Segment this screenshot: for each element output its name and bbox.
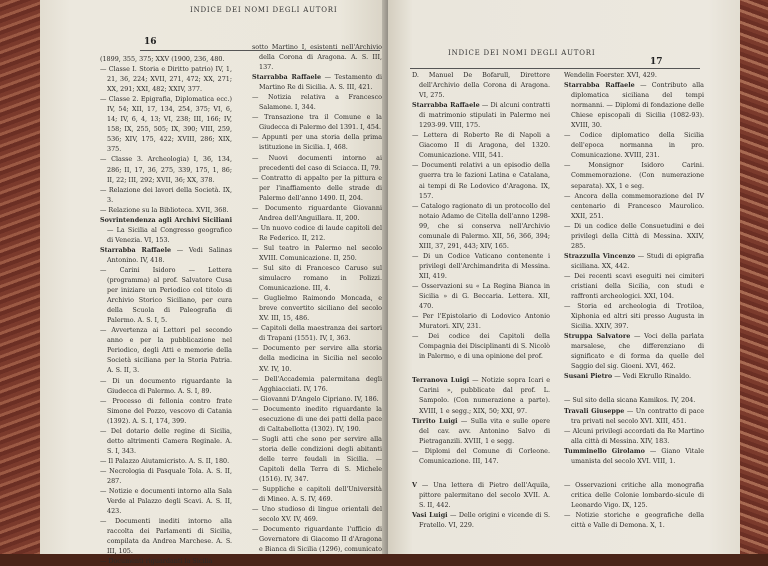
index-entry: — Dell'Accademia palermitana degli Agghiacciati. IV, 176. bbox=[252, 374, 382, 393]
page-number-left: 16 bbox=[144, 37, 157, 47]
index-entry: — Nuovi documenti intorno ai precedenti del caso di Sciacca. II, 79. bbox=[252, 153, 382, 172]
index-entry: — Classe 3. Archeologia) I, 36, 134, 286; II, 17, 36, 275, 339, 175, 1, 86; II, 22; III, 292; XVII, 36; XX, 378. bbox=[100, 155, 232, 184]
index-entry: Tirrito Luigi — Sulla vita e sulle opere del cav. avv. Antonino Salvo di Pietraganzili. XVIII, 1 e segg. bbox=[412, 416, 551, 445]
index-entry: — Necrologia di Pasquale Tola. A. S. II, 287. bbox=[100, 466, 232, 485]
index-entry: Vasi Luigi — Delle origini e vicende di S. Fratello. VI, 229. bbox=[412, 510, 550, 529]
index-entry: — Di un Codice Vaticano contenente i privilegi dell'Archimandrita di Messina. XII, 419. bbox=[412, 251, 550, 280]
index-entry: — Contratto di appalto per la pittura e per l'inaffiamento delle strade di Palermo dell'anno 1490. II, 204. bbox=[252, 173, 382, 202]
index-entry: — Il Palazzo Aiutamicristo. A. S. II, 180. bbox=[100, 456, 230, 465]
index-entry: — Transazione tra il Comune e la Giudecca di Palermo del 1391. I, 454. bbox=[252, 113, 382, 132]
index-entry: V — Una lettera di Pietro dell'Aquila, pittore palermitano del secolo XVII. A. S. II, 442. bbox=[412, 480, 550, 509]
index-entry: — Ancora della commemorazione del IV centenario di Francesco Maurolico. XXII, 251. bbox=[564, 191, 704, 220]
index-entry: Sovrintendenza agli Archivi Siciliani — La Sicilia al Congresso geografico di Venezia. VI, 153. bbox=[100, 215, 232, 244]
index-entry: — Dei codice dei Capitoli della Compagnia dei Disciplinanti di S. Nicolò in Palermo, e di una opinione del prof. bbox=[412, 332, 551, 361]
index-entry: — Notizia relativa a Francesco Salamone. I, 344. bbox=[252, 93, 382, 112]
index-entry: — Sugli atti che sono per servire alla storia delle condizioni degli abitanti delle terre feudali in Sicilia. — Capitoli della Terra di S. Michele (1516). IV, 347. bbox=[252, 434, 382, 484]
index-entry: — Di un documento riguardante la Giudecca di Palermo. A. S. I, 89. bbox=[100, 376, 232, 395]
left-column-2 bbox=[252, 42, 382, 554]
index-entry: — Sul sito di Francesco Caruso sul simulacro romano in Polizzi. Comunicazione. III, 4. bbox=[252, 264, 382, 293]
index-entry: Susani Pietro — Vedi Ekrullo Rinaldo. bbox=[564, 372, 691, 381]
index-entry: Struppa Salvatore — Voci della parlata marsalese, che differenziano di significato e di forma da quelle del Saggio del sig. Gioeni. XVI, 462. bbox=[564, 332, 704, 371]
entry-gap bbox=[412, 361, 550, 375]
index-entry: — Suppliche e capitoli dell'Università di Mineo. A. S. IV, 469. bbox=[252, 485, 382, 504]
book-cover-right bbox=[738, 0, 768, 554]
index-entry: — Capitoli della maestranza dei sartori di Trapani (1551). IV, I, 363. bbox=[252, 324, 382, 343]
header-rule-right bbox=[410, 68, 700, 69]
index-entry: — Documento inedito riguardante la esecuzione di une dei patti della pace di Caltabellotta (1302). IV, 190. bbox=[252, 404, 382, 433]
index-entry: — Guglielmo Raimondo Moncada, e breve convertito siciliano del secolo XV. III, 15, 486. bbox=[252, 294, 382, 323]
index-entry: — Catalogo ragionato di un protocollo del notaio Adamo de Citella dell'anno 1298-99, che si conserva nell'Archivio comunale di Palermo. XII, 56, 366, 394; XIII, 37, 291, 443; XIV, 165. bbox=[412, 201, 550, 250]
right-column-1 bbox=[412, 70, 550, 530]
index-entry: — Relazione dei lavori della Società. IX, 3. bbox=[100, 185, 232, 204]
index-entry: — Documento riguardante l'ufficio di Governatore di Giacomo II d'Aragona e Bianca di Sicilia (1296), comunicato bbox=[252, 525, 382, 554]
index-entry: sotto Martino I, esistenti nell'Archivio della Corona di Aragona. A. S. III, 137. bbox=[252, 43, 382, 72]
index-entry: — Monsignor Isidoro Carini. Commemorazione. (Con numerazione separata). XX, 1 e seg. bbox=[564, 161, 704, 190]
index-entry: (1899, 355, 375; XXV (1900, 236, 480. bbox=[100, 55, 225, 63]
index-entry: — Del dotario delle regine di Sicilia, detto altrimenti Camera Reginale. A. S. I, 343. bbox=[100, 426, 232, 455]
index-entry: Starrabba Raffaele — Di alcuni contratti di matrimonio stipulati in Palermo nei 1293-99. VIII, 175. bbox=[412, 101, 550, 130]
index-entry: Starrabba Raffaele — Contributo alla diplomatica siciliana del tempi normanni. — Diplomi di fondazione delle Chiese episcopali di Sicilia (1082-93). XVIII, 30. bbox=[564, 81, 704, 130]
index-entry: — Alcuni privilegi accordati da Re Martino alla città di Messina. XIV, 183. bbox=[564, 426, 704, 445]
page-number-right: 17 bbox=[650, 57, 663, 67]
entry-gap bbox=[412, 466, 550, 480]
index-entry: — Notizie storiche e geografiche della città e Valle di Demona. X, 1. bbox=[564, 510, 704, 529]
index-entry: — Osservazioni critiche alla monografia critica delle Colonie lombardo-sicule di Leonardo Vigo. IX, 125. bbox=[564, 480, 704, 509]
left-column-1 bbox=[100, 54, 232, 566]
index-entry: — Avvertenza ai Lettori pel secondo anno e per la pubblicazione nel Periodico, degli Atti e memorie della Società siciliana per la Storia Patria. A. S. II, 3. bbox=[100, 326, 232, 375]
index-entry: — Uno studioso di lingue orientali del secolo XV. IV, 469. bbox=[252, 505, 382, 524]
index-entry: — Notizie e documenti intorno alla Sala Verde al Palazzo degli Scavi. A. S. II, 423. bbox=[100, 487, 232, 516]
index-entry: — Documento riguardante Giovanni Andrea dell'Anguillara. II, 200. bbox=[252, 203, 382, 222]
index-entry: — Diplomi del Comune di Corleone. Comunicazione. III, 147. bbox=[412, 446, 550, 465]
index-entry: Travali Giuseppe — Un contratto di pace tra privati nel secolo XVI. XIII, 451. bbox=[564, 406, 704, 425]
index-entry: — Sul teatro in Palermo nel secolo XVIII. Comunicazione. II, 250. bbox=[252, 243, 382, 262]
right-column-2 bbox=[564, 70, 704, 530]
index-entry: — Un nuovo codice di laude capitoli del Re Federico. II, 212. bbox=[252, 223, 382, 242]
index-entry: Terranova Luigi — Notizie sopra Icari e Carini », pubblicate dal prof. L. Sampolo. (Con numerazione a parte). XVIII, 1 e segg.; XIX, 50; XXI, 97. bbox=[412, 376, 550, 415]
running-title-left: INDICE DEI NOMI DEGLI AUTORI bbox=[190, 6, 338, 14]
index-entry: Starrabba Raffaele — Testamento di Martino Re di Sicilia. A. S. III, 421. bbox=[252, 73, 382, 92]
index-entry: — Processo di fellonia contro frate Simone del Pozzo, vescovo di Catania (1392). A. S. I, 174, 399. bbox=[100, 396, 232, 425]
index-entry: — Giovanni D'Angelo Cipriano. IV, 186. bbox=[252, 394, 379, 403]
index-entry: — Classe I. Storia e Diritto patrio) IV, 1, 21, 36, 224; XVII, 271, 472; XX, 271; XX, 291; XXI, 482; XXIV, 377. bbox=[100, 65, 232, 94]
index-entry: — Carini Isidoro — Lettera (programma) al prof. Salvatore Cusa per iniziare un Periodico col titolo di Archivio Storico Siciliano, per cura della Scuola di Paleografia di Palermo. A. S. I, 5. bbox=[100, 265, 232, 325]
index-entry: Wendelin Foerster. XVI, 429. bbox=[564, 71, 657, 79]
index-entry: — Storia ed archeologia di Trotiloa, Xiphonia ed altri siti presso Augusta in Sicilia. XXIV, 397. bbox=[564, 302, 704, 331]
index-entry: — Sul sito della sicana Kamikos. IV, 204. bbox=[564, 396, 696, 405]
index-entry: — Documenti riguardanti la Sicilia bbox=[100, 557, 213, 566]
index-entry: — Dei recenti scavi eseguiti nei cimiteri cristiani della Sicilia, con studi e raffronti archeologici. XXI, 104. bbox=[564, 271, 704, 301]
left-page bbox=[40, 0, 388, 566]
index-entry: — Documento per servire alla storia della medicina in Sicilia nel secolo XV. IV, 10. bbox=[252, 344, 382, 373]
index-entry: — Documenti relativi a un episodio della guerra tra le fazioni Latina e Catalana, ai tempi di Re Lodovico d'Aragona. IX, 157. bbox=[412, 161, 550, 200]
running-title-right: INDICE DEI NOMI DEGLI AUTORI bbox=[448, 49, 596, 57]
index-entry: — Relazione su la Biblioteca. XVII, 368. bbox=[100, 205, 229, 214]
index-entry: — Documenti inediti intorno alla raccolta dei Parlamenti di Sicilia, compilata da Andrea Marchese. A. S. III, 105. bbox=[100, 517, 232, 556]
index-entry: — Codice diplomatico della Sicilia dell'epoca normanna in pro. Comunicazione. XVIII, 231. bbox=[564, 131, 704, 160]
index-entry: Tumminello Girolamo — Giano Vitale umanista del secolo XVI. VIII, 1. bbox=[564, 446, 704, 465]
entry-gap bbox=[564, 381, 704, 395]
index-entry: — Lettera di Roberto Re di Napoli a Giacomo II di Aragona, del 1320. Comunicazione. VIII, 541. bbox=[412, 131, 550, 160]
index-entry: — Di un codice delle Consuetudini e dei privilegi della Città di Messina. XXIV, 285. bbox=[564, 221, 704, 250]
index-entry: Starrabba Raffaele — Vedi Salinas Antonino. IV, 418. bbox=[100, 245, 232, 264]
index-entry: — Appunti per una storia della prima istituzione in Sicilia. I, 468. bbox=[252, 133, 382, 152]
index-entry: — Osservazioni su « La Regina Bianca in Sicilia » di G. Beccaria. Lettera. XII, 470. bbox=[412, 281, 550, 311]
index-entry: D. Manuel De Bofarull, Direttore dell'Archivio della Corona di Aragona. VI, 275. bbox=[412, 71, 550, 100]
right-page bbox=[388, 0, 740, 554]
index-entry: — Classe 2. Epigrafia, Diplomatica ecc.) IV, 54; XII, 17, 134, 254, 375; VI, 6, 14; IV, 6, 4, 13; VI, 238; III, 166; IV, 158; IX, 255, 505; IX, 390; VIII, 259, 536; XIV, 175, 422; XVIII, 286; XIX, 375. bbox=[100, 95, 232, 154]
index-entry: — Per l'Epistolario di Lodovico Antonio Muratori. XIV, 231. bbox=[412, 312, 550, 331]
index-entry: Strazzulla Vincenzo — Studi di epigrafia siciliana. XX, 442. bbox=[564, 251, 704, 270]
entry-gap bbox=[564, 466, 704, 480]
